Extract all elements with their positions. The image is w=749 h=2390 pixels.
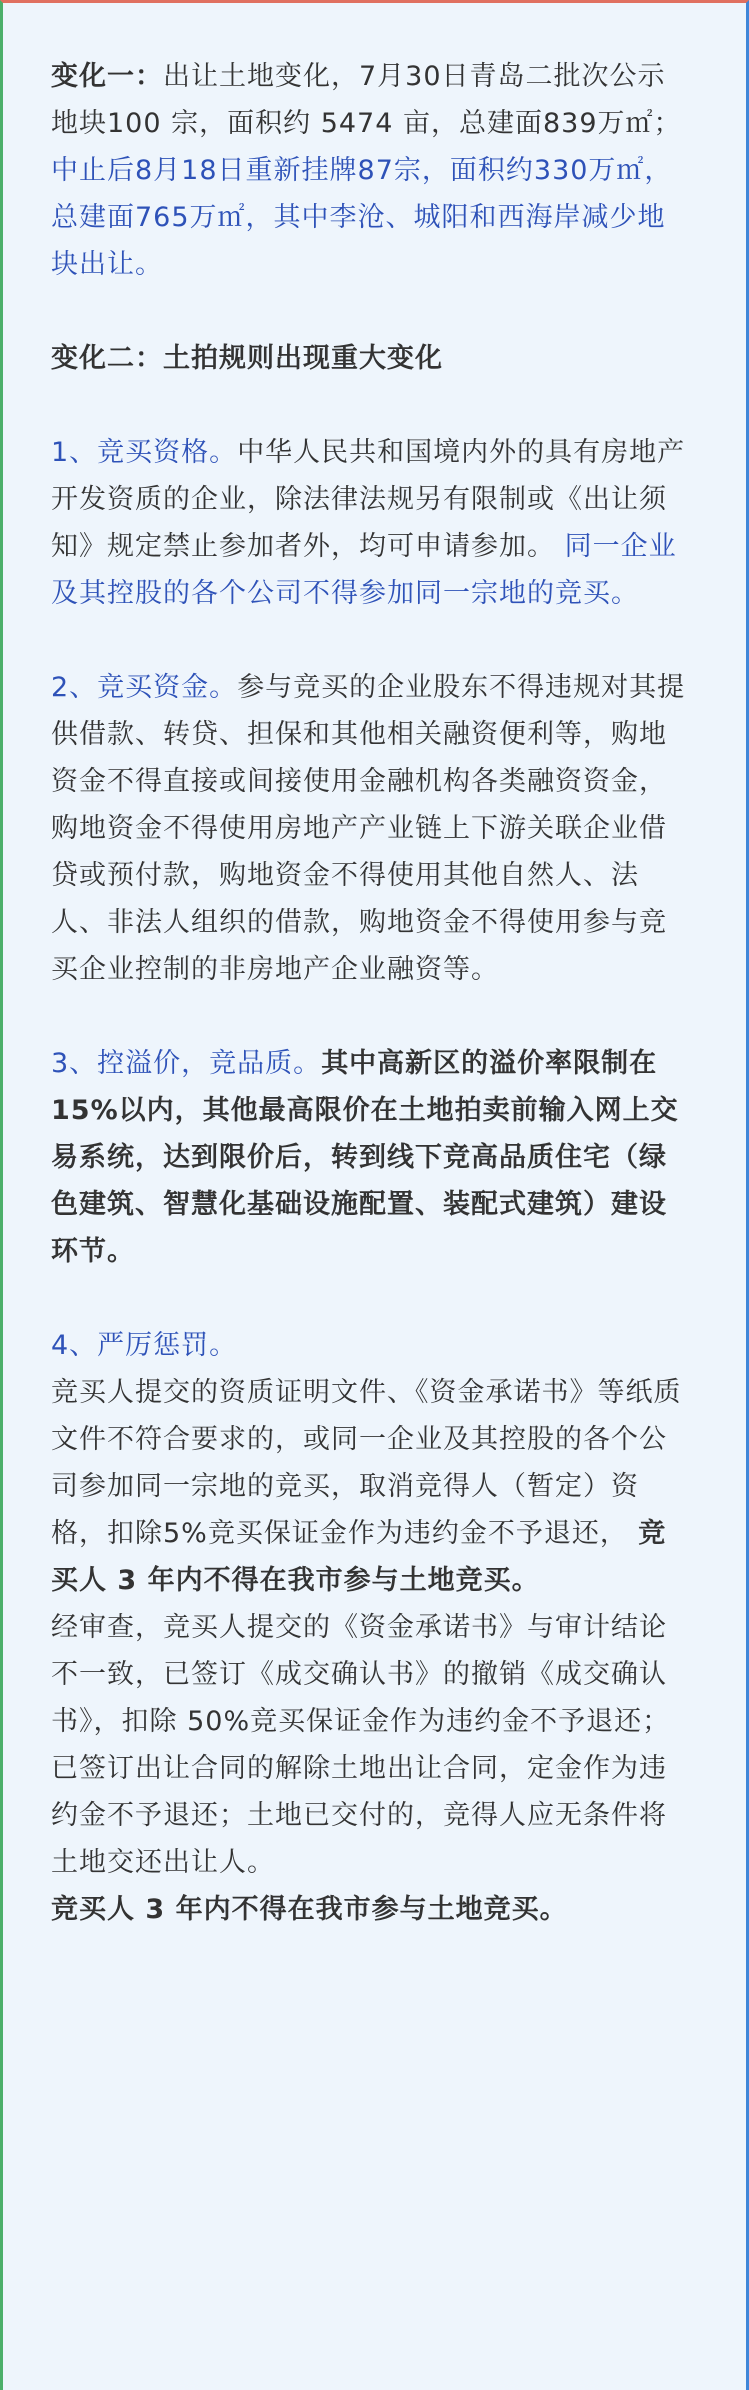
item-1-paragraph <box>51 429 693 617</box>
item-4-paragraph-2-bold: 竞买人 3 年内不得在我市参与土地竞买。 <box>51 1894 568 1925</box>
item-4-para-1-text: 竞买人提交的资质证明文件、《资金承诺书》等纸质文件不符合要求的，或同一企业及其控股的各个公司参加同一宗地的竞买，取消竞得人（暂定）资格，扣除5%竞买保证金作为违约金不予退还， <box>51 1377 682 1549</box>
item-4-para-2-text: 经审查，竞买人提交的《资金承诺书》与审计结论不一致，已签订《成交确认书》的撤销《成交确认书》，扣除 50%竞买保证金作为违约金不予退还；已签订出让合同的解除土地出让合同，定金作为违约金不予退还；土地已交付的，竞得人应无条件将土地交还出让人。 <box>51 1612 671 1878</box>
item-3-bold-text: 其中高新区的溢价率限制在15%以内，其他最高限价在土地拍卖前输入网上交易系统，达到限价后，转到线下竞高品质住宅（绿色建筑、智慧化基础设施配置、装配式建筑）建设环节。 <box>51 1048 679 1267</box>
change-one-label: 变化一： <box>51 61 163 92</box>
change-one-highlight: 中止后8月18日重新挂牌87宗，面积约330万㎡，总建面765万㎡，其中李沧、城阳和西海岸减少地块出让。 <box>51 155 673 280</box>
change-two-heading: 变化二：土拍规则出现重大变化 <box>51 343 443 374</box>
item-2-title: 2、竞买资金。 <box>51 672 238 703</box>
item-3-title: 3、控溢价，竞品质。 <box>51 1048 322 1079</box>
item-2-paragraph <box>51 664 693 993</box>
item-4-paragraph-2 <box>51 1604 693 1886</box>
item-1-title: 1、竞买资格。 <box>51 437 238 468</box>
item-3-paragraph <box>51 1040 693 1275</box>
item-4-title: 4、严厉惩罚。 <box>51 1330 238 1361</box>
change-one-text: 出让土地变化，7月30日青岛二批次公示地块100 宗，面积约 5474 亩，总建面839万㎡； <box>51 61 682 139</box>
item-1-highlight: 同一企业及其控股的各个公司不得参加同一宗地的竞买。 <box>51 531 677 609</box>
item-4-para-1-bold: 竞买人 3 年内不得在我市参与土地竞买。 <box>51 1518 667 1596</box>
item-4-paragraph-1 <box>51 1369 693 1604</box>
article-body <box>51 53 693 1933</box>
change-one-paragraph <box>51 53 693 288</box>
item-2-text: 参与竞买的企业股东不得违规对其提供借款、转贷、担保和其他相关融资便利等，购地资金不得直接或间接使用金融机构各类融资资金，购地资金不得使用房地产产业链上下游关联企业借贷或预付款，购地资金不得使用其他自然人、法人、非法人组织的借款，购地资金不得使用参与竞买企业控制的非房地产企业融资等。 <box>51 672 686 985</box>
item-1-text: 中华人民共和国境内外的具有房地产开发资质的企业，除法律法规另有限制或《出让须知》规定禁止参加者外，均可申请参加。 <box>51 437 686 562</box>
